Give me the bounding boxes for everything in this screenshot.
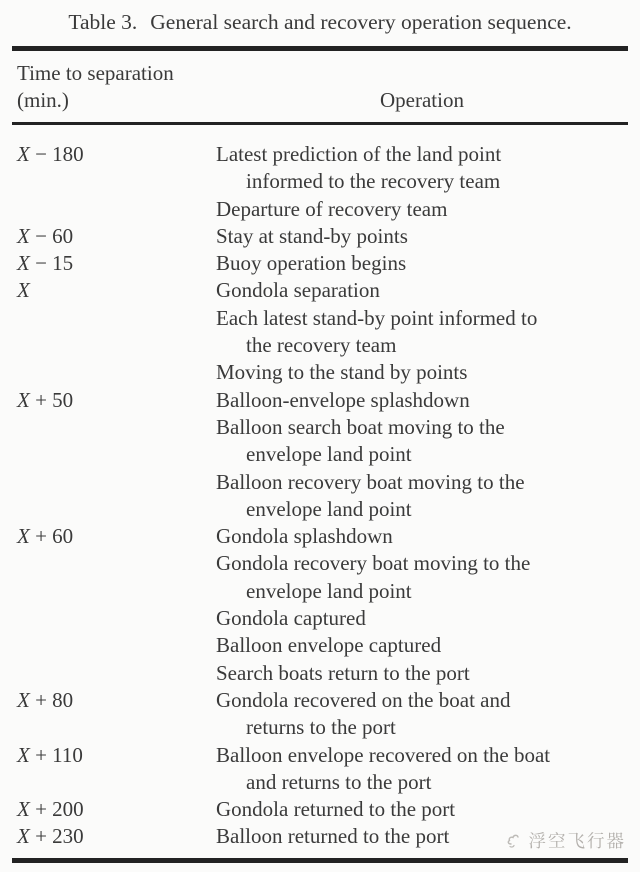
- operations-cell: [216, 387, 558, 523]
- table-body: [0, 125, 640, 851]
- time-cell: [0, 277, 216, 304]
- column-header-time: [0, 60, 216, 115]
- table-row: [0, 223, 640, 250]
- operations-cell: [216, 687, 558, 742]
- operation-text: Buoy operation begins: [216, 251, 407, 276]
- time-variable: X: [17, 797, 30, 822]
- table-row: [0, 387, 640, 523]
- operation-text: Balloon recovery boat moving to the envelope land point: [216, 469, 525, 521]
- table-caption: [0, 8, 640, 36]
- operations-cell: [216, 277, 558, 386]
- operation-text: Balloon envelope recovered on the boat and returns to the port: [216, 742, 551, 794]
- operation-text: Gondola returned to the port: [216, 797, 456, 822]
- table-row: [0, 742, 640, 797]
- table-row: [0, 250, 640, 277]
- operation-text: Search boats return to the port: [216, 660, 470, 685]
- operation-text: Balloon-envelope splashdown: [216, 387, 470, 412]
- table-row: [0, 796, 640, 823]
- table-header: [0, 51, 640, 122]
- column-header-time-line2: (min.): [17, 88, 69, 112]
- table-caption-label: Table 3.: [68, 10, 138, 34]
- operation-text: Gondola recovery boat moving to the envelope land point: [216, 551, 531, 603]
- time-cell: [0, 387, 216, 414]
- operation-text: Balloon envelope captured: [216, 633, 442, 658]
- operation-text: Balloon search boat moving to the envelope land point: [216, 414, 505, 467]
- time-offset: + 110: [29, 742, 83, 767]
- time-variable: X: [17, 742, 30, 767]
- time-offset: − 180: [29, 142, 84, 166]
- watermark-text: 浮空飞行器: [528, 831, 626, 851]
- table-row: [0, 277, 640, 386]
- operation-text: Moving to the stand by points: [216, 360, 468, 385]
- time-offset: − 15: [29, 251, 74, 276]
- time-variable: X: [17, 824, 30, 849]
- operation-text: Gondola splashdown: [216, 524, 393, 549]
- operation-text: Latest prediction of the land point informed to the recovery team: [216, 142, 502, 194]
- time-offset: + 60: [29, 524, 74, 549]
- operations-cell: [216, 742, 558, 797]
- watermark: [506, 828, 627, 853]
- time-variable: X: [17, 387, 30, 412]
- time-offset: + 50: [29, 387, 74, 412]
- column-header-time-line1: Time to separation: [17, 60, 174, 85]
- time-offset: − 60: [29, 223, 74, 248]
- time-cell: [0, 250, 216, 277]
- time-cell: [0, 687, 216, 714]
- time-variable: X: [17, 524, 30, 549]
- time-variable: X: [17, 687, 30, 712]
- operations-cell: [216, 141, 558, 223]
- operations-cell: [216, 250, 558, 277]
- time-variable: X: [17, 278, 30, 303]
- time-cell: [0, 523, 216, 550]
- operation-text: Each latest stand-by point informed to the recovery team: [216, 305, 538, 358]
- time-cell: [0, 796, 216, 823]
- operation-text: Gondola recovered on the boat and returns to the port: [216, 687, 511, 740]
- table-row: [0, 523, 640, 687]
- operation-text: Departure of recovery team: [216, 196, 448, 221]
- operations-cell: [216, 796, 558, 823]
- time-offset: + 230: [29, 824, 84, 849]
- time-variable: X: [17, 223, 30, 248]
- time-cell: [0, 742, 216, 769]
- operation-text: Balloon returned to the port: [216, 824, 450, 849]
- operations-cell: [216, 523, 558, 687]
- time-cell: [0, 823, 216, 850]
- table-row: [0, 687, 640, 742]
- table-caption-text: General search and recovery operation sequence.: [150, 10, 572, 34]
- operation-text: Stay at stand-by points: [216, 223, 408, 248]
- time-variable: X: [17, 142, 30, 166]
- table-row: [0, 141, 640, 223]
- operation-text: Gondola captured: [216, 606, 366, 631]
- time-variable: X: [17, 251, 30, 276]
- time-cell: [0, 141, 216, 168]
- watermark-logo-icon: [506, 832, 526, 849]
- table-rule-bottom: [12, 858, 628, 863]
- operations-cell: [216, 223, 558, 250]
- operation-text: Gondola separation: [216, 278, 380, 303]
- time-offset: + 200: [29, 797, 84, 822]
- column-header-operation: Operation: [380, 88, 464, 112]
- time-offset: + 80: [29, 687, 74, 712]
- time-cell: [0, 223, 216, 250]
